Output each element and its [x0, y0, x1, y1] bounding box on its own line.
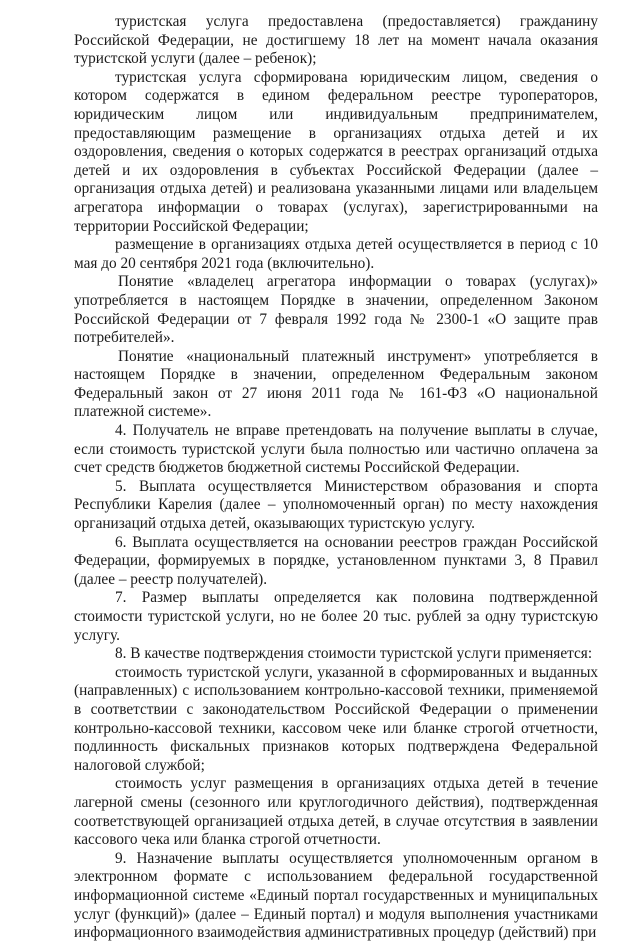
- paragraph-8-sub-1: стоимость туристской услуги, указанной в сформированных и выданных (направленных) с использованием контрольно-кассовой техники, применяемой в соответствии с законодательством Российской Федерации о применении контрольно-кассовой техники, кассовом чеке или бланке строгой отчетности, подлинность фискальных признаков которых подтверждена Федеральной налоговой службой;: [74, 663, 598, 774]
- paragraph-3: размещение в организациях отдыха детей осуществляется в период с 10 мая до 20 сентября 2021 года (включительно).: [74, 236, 598, 272]
- paragraph-1: туристская услуга предоставлена (предоставляется) гражданину Российской Федерации, не достигшему 18 лет на момент начала оказания туристской услуги (далее – ребенок);: [74, 13, 598, 68]
- paragraph-item-5: 5. Выплата осуществляется Министерством образования и спорта Республики Карелия (далее – уполномоченный орган) по месту нахождения организаций отдыха детей, оказывающих туристскую услугу.: [74, 477, 598, 533]
- document-page: [74, 13, 598, 943]
- paragraph-4: Понятие «владелец агрегатора информации о товарах (услугах)» употребляется в настоящем Порядке в значении, определенном Законом Российской Федерации от 7 февраля 1992 года № 2300-1 «О защите прав потребителей».: [74, 273, 598, 347]
- paragraph-item-9: 9. Назначение выплаты осуществляется уполномоченным органом в электронном формате с использованием федеральной государственной информационной системе «Единый портал государственных и муниципальных услуг (функций)» (далее – Единый портал) и модуля выполнения участниками информационного взаимодействия административных процедур (действий) при: [74, 849, 598, 942]
- paragraph-item-6: 6. Выплата осуществляется на основании реестров граждан Российской Федерации, формируемых в порядке, установленном пунктами 3, 8 Правил (далее – реестр получателей).: [74, 533, 598, 588]
- paragraph-2: туристская услуга сформирована юридическим лицом, сведения о котором содержатся в едином федеральном реестре туроператоров, юридическим лицом или индивидуальным предпринимателем, предоставляющим размещение в организациях отдыха детей и их оздоровления, сведения о которых содержатся в реестрах организаций отдыха детей и их оздоровления в субъектах Российской Федерации (далее – организация отдыха детей) и реализована указанными лицами или владельцем агрегатора информации о товарах (услугах), зарегистрированными на территории Российской Федерации;: [74, 68, 598, 235]
- paragraph-item-4: 4. Получатель не вправе претендовать на получение выплаты в случае, если стоимость туристской услуги была полностью или частично оплачена за счет средств бюджетов бюджетной системы Российской Федерации.: [74, 422, 598, 477]
- paragraph-5: Понятие «национальный платежный инструмент» употребляется в настоящем Порядке в значении, определенном Федеральным законом Федеральный закон от 27 июня 2011 года № 161-ФЗ «О национальной платежной системе».: [74, 347, 598, 421]
- paragraph-item-8: 8. В качестве подтверждения стоимости туристской услуги применяется:: [115, 645, 593, 663]
- paragraph-8-sub-2: стоимость услуг размещения в организациях отдыха детей в течение лагерной смены (сезонного или круглогодичного действия), подтвержденная соответствующей организацией отдыха детей, в случае отсутствия в заявлении кассового чека или бланка строгой отчетности.: [74, 775, 598, 849]
- paragraph-item-7: 7. Размер выплаты определяется как половина подтвержденной стоимости туристской услуги, но не более 20 тыс. рублей за одну туристскую услугу.: [74, 589, 598, 644]
